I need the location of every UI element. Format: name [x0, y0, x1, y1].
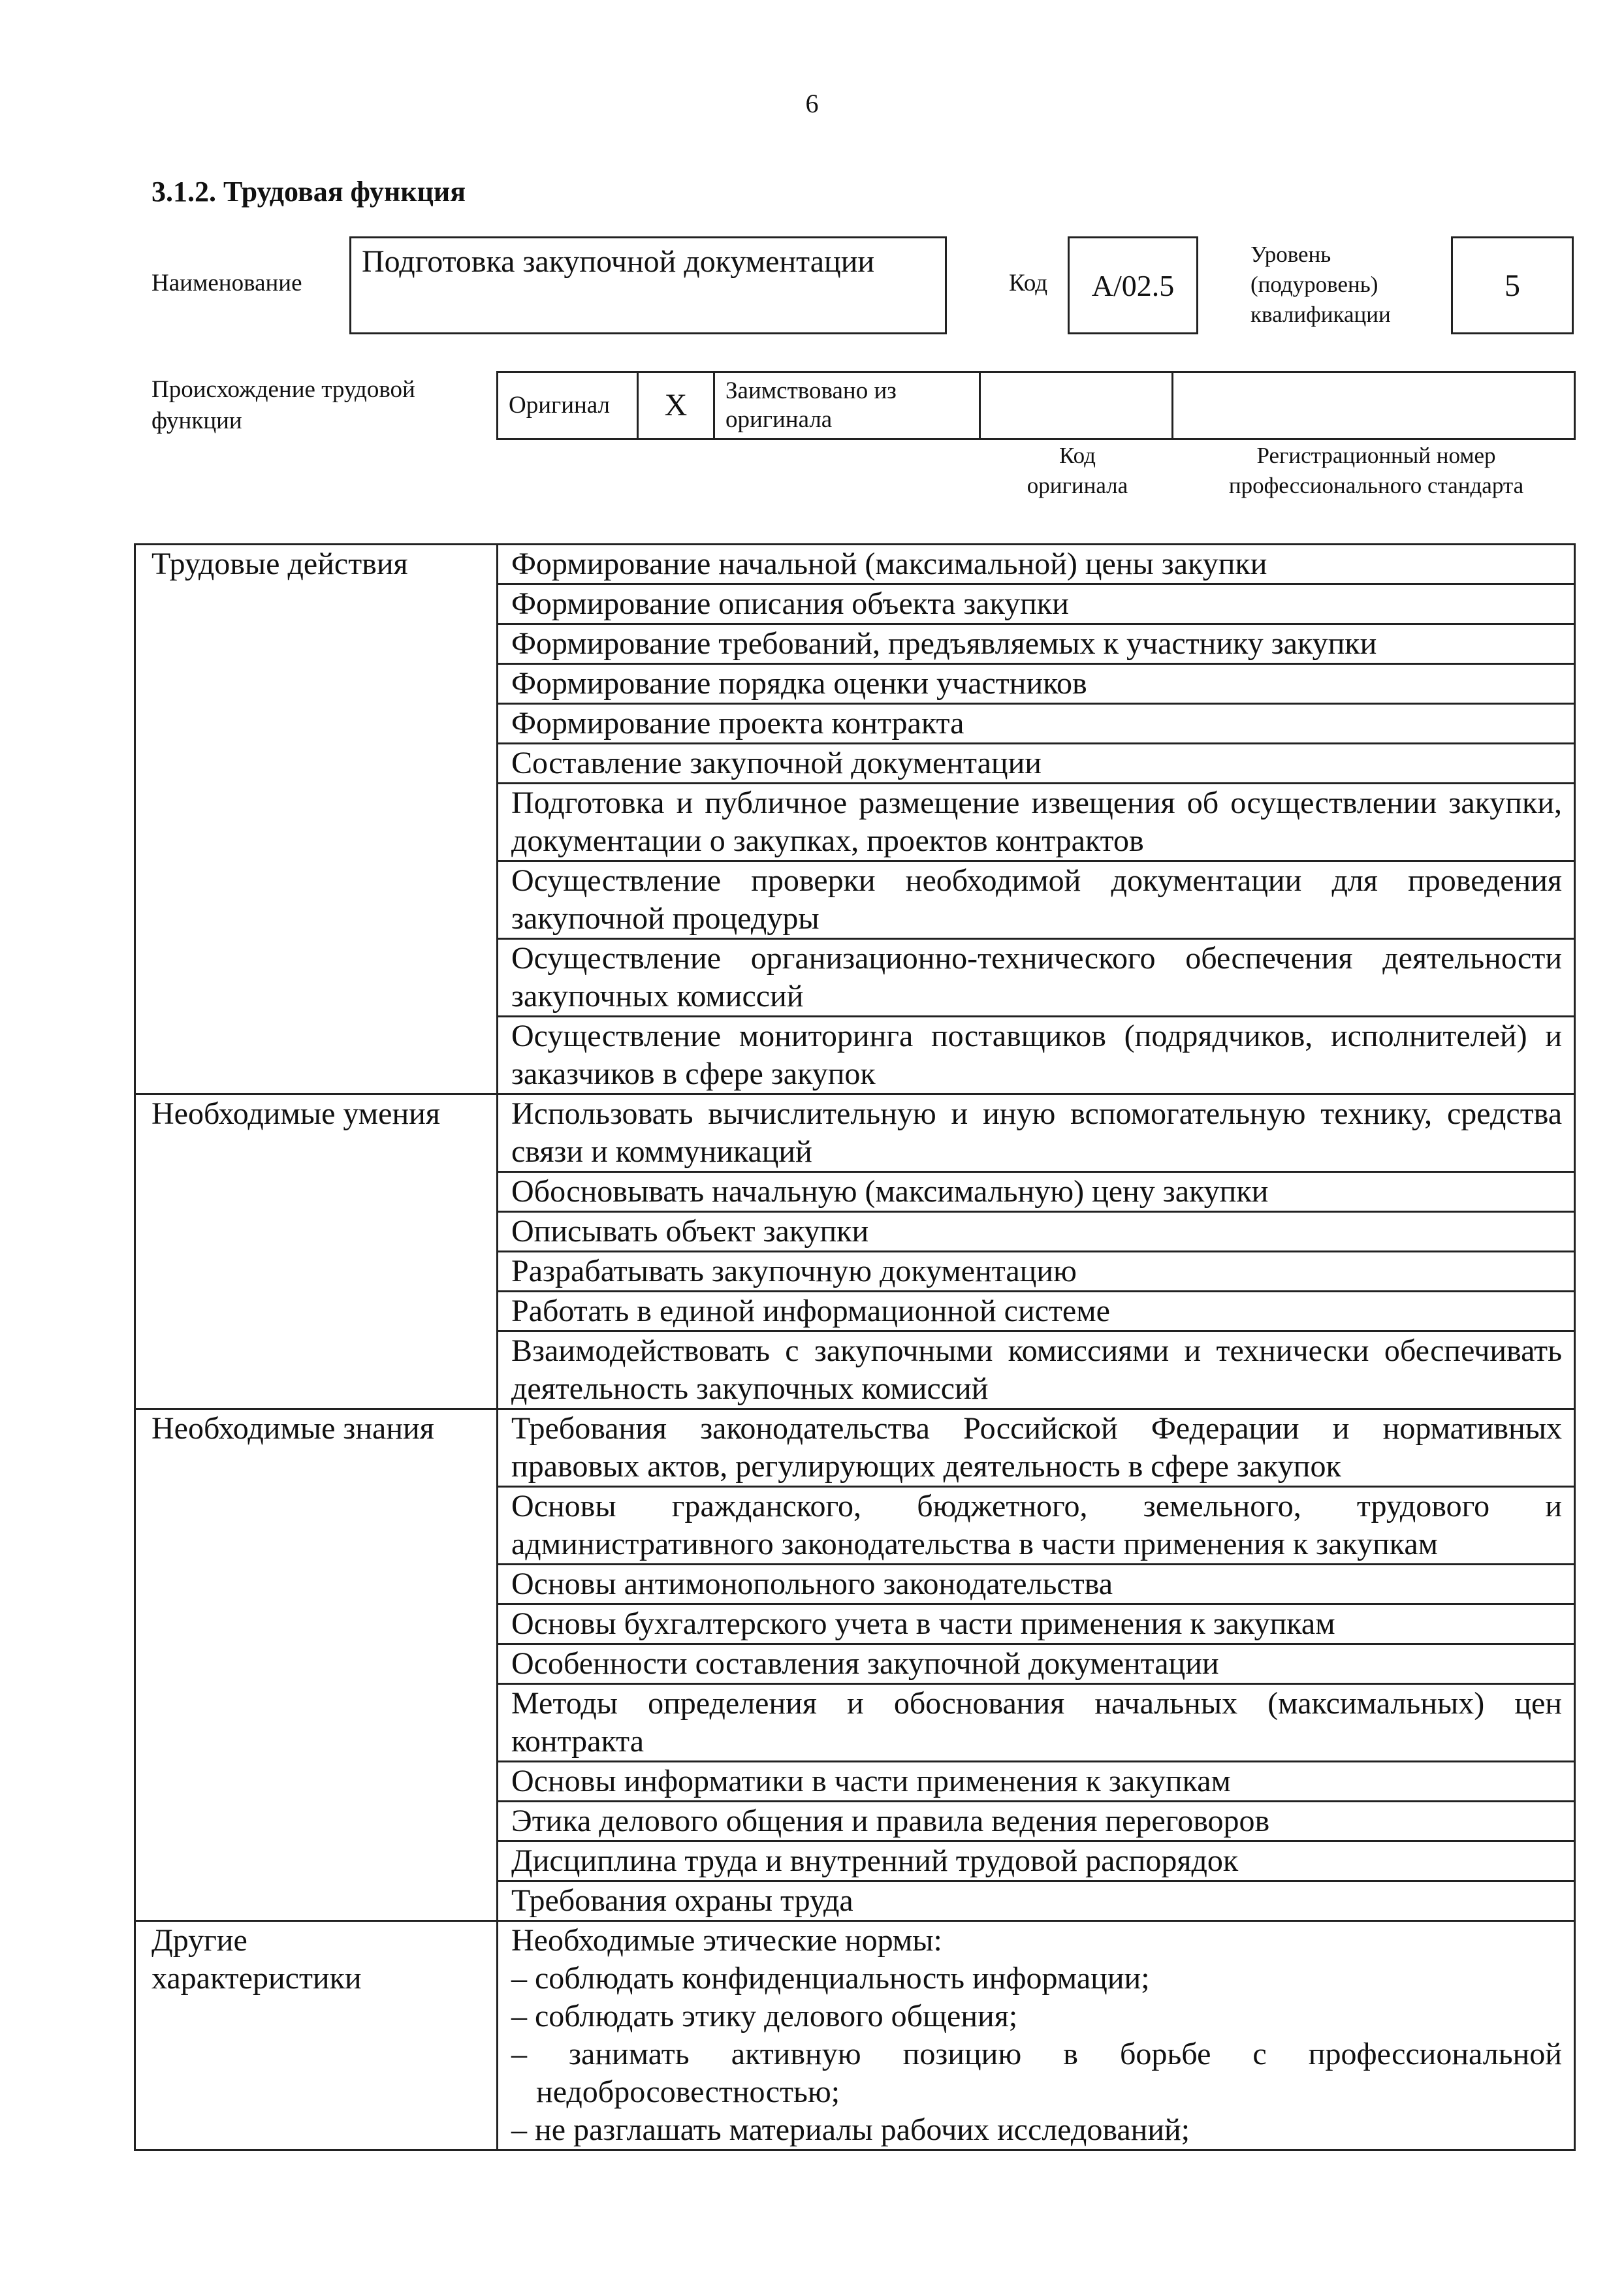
borrowed-label-line: Заимствовано из — [725, 377, 897, 404]
knowledge-item: Дисциплина труда и внутренний трудовой распорядок — [498, 1841, 1575, 1881]
skill-item: Использовать вычислительную и иную вспомогательную технику, средства связи и коммуникаций — [498, 1094, 1575, 1172]
level-label-line: квалификации — [1250, 302, 1391, 327]
origin-label-line: Происхождение трудовой — [151, 376, 415, 403]
labor-action-item: Формирование начальной (максимальной) цены закупки — [498, 545, 1575, 584]
category-label-line: Другие — [151, 1923, 247, 1958]
original-mark: X — [638, 372, 714, 439]
labor-action-item: Формирование требований, предъявляемых к участнику закупки — [498, 624, 1575, 664]
original-code-cell — [980, 372, 1173, 439]
registration-number-cell — [1173, 372, 1575, 439]
page-number: 6 — [805, 89, 819, 118]
borrowed-label-line: оригинала — [725, 406, 833, 433]
skill-item: Обосновывать начальную (максимальную) цену закупки — [498, 1172, 1575, 1212]
skill-item: Работать в единой информационной системе — [498, 1292, 1575, 1331]
level-value: 5 — [1451, 236, 1574, 334]
labor-action-item: Составление закупочной документации — [498, 744, 1575, 784]
skill-item: Взаимодействовать с закупочными комиссиями и технически обеспечивать деятельность закупочных комиссий — [498, 1331, 1575, 1409]
labor-action-item: Формирование порядка оценки участников — [498, 664, 1575, 704]
skill-item: Описывать объект закупки — [498, 1212, 1575, 1252]
ethics-intro: Необходимые этические нормы: — [511, 1923, 942, 1958]
level-label-line: Уровень — [1250, 242, 1331, 267]
category-other-characteristics — [135, 1921, 498, 2150]
labor-action-item: Осуществление мониторинга поставщиков (подрядчиков, исполнителей) и заказчиков в сфере закупок — [498, 1017, 1575, 1094]
knowledge-item: Требования охраны труда — [498, 1881, 1575, 1921]
registration-number-caption — [1188, 441, 1564, 501]
labor-action-item: Формирование описания объекта закупки — [498, 584, 1575, 624]
level-label-line: (подуровень) — [1250, 272, 1378, 297]
ethics-item: – не разглашать материалы рабочих исследований; — [511, 2112, 1190, 2147]
labor-action-item: Осуществление проверки необходимой документации для проведения закупочной процедуры — [498, 861, 1575, 939]
code-value: A/02.5 — [1068, 236, 1198, 334]
caption-line: Код — [1059, 443, 1096, 468]
knowledge-item: Основы бухгалтерского учета в части применения к закупкам — [498, 1604, 1575, 1644]
category-labor-actions: Трудовые действия — [135, 545, 498, 1094]
caption-line: Регистрационный номер — [1256, 443, 1496, 468]
ethics-item: – соблюдать этику делового общения; — [511, 1999, 1018, 2033]
name-label: Наименование — [151, 270, 302, 296]
labor-action-item: Подготовка и публичное размещение извещения об осуществлении закупки, документации о закупках, проектов контрактов — [498, 784, 1575, 861]
other-characteristics-cell — [498, 1921, 1575, 2150]
ethics-item: – соблюдать конфиденциальность информации; — [511, 1961, 1150, 1996]
table-row — [135, 1094, 1575, 1172]
origin-table — [496, 371, 1576, 440]
category-required-skills: Необходимые умения — [135, 1094, 498, 1409]
category-required-knowledge: Необходимые знания — [135, 1409, 498, 1921]
name-value: Подготовка закупочной документации — [349, 236, 947, 334]
knowledge-item: Особенности составления закупочной документации — [498, 1644, 1575, 1684]
knowledge-item: Этика делового общения и правила ведения переговоров — [498, 1802, 1575, 1841]
origin-label — [151, 374, 491, 437]
knowledge-item: Требования законодательства Российской Федерации и нормативных правовых актов, регулирующих деятельность в сфере закупок — [498, 1409, 1575, 1487]
table-row — [135, 1921, 1575, 2150]
knowledge-item: Методы определения и обоснования начальных (максимальных) цен контракта — [498, 1684, 1575, 1762]
knowledge-item: Основы гражданского, бюджетного, земельного, трудового и административного законодательства в части применения к закупкам — [498, 1487, 1575, 1565]
labor-action-item: Формирование проекта контракта — [498, 704, 1575, 744]
caption-line: оригинала — [1027, 473, 1128, 498]
skill-item: Разрабатывать закупочную документацию — [498, 1252, 1575, 1292]
ethics-item: – занимать активную позицию в борьбе с профессиональной недобросовестностью; — [511, 2037, 1562, 2109]
original-code-caption — [1015, 441, 1139, 501]
origin-label-line: функции — [151, 407, 242, 434]
labor-action-item: Осуществление организационно-технического обеспечения деятельности закупочных комиссий — [498, 939, 1575, 1017]
knowledge-item: Основы информатики в части применения к закупкам — [498, 1762, 1575, 1802]
section-heading: 3.1.2. Трудовая функция — [151, 176, 466, 208]
table-row — [135, 545, 1575, 584]
level-label — [1250, 240, 1391, 330]
table-row — [135, 1409, 1575, 1487]
code-label: Код — [1009, 270, 1048, 296]
function-details-table — [134, 543, 1576, 2151]
borrowed-label — [714, 372, 980, 439]
original-label: Оригинал — [498, 372, 638, 439]
category-label-line: характеристики — [151, 1961, 362, 1996]
knowledge-item: Основы антимонопольного законодательства — [498, 1565, 1575, 1604]
caption-line: профессионального стандарта — [1228, 473, 1524, 498]
